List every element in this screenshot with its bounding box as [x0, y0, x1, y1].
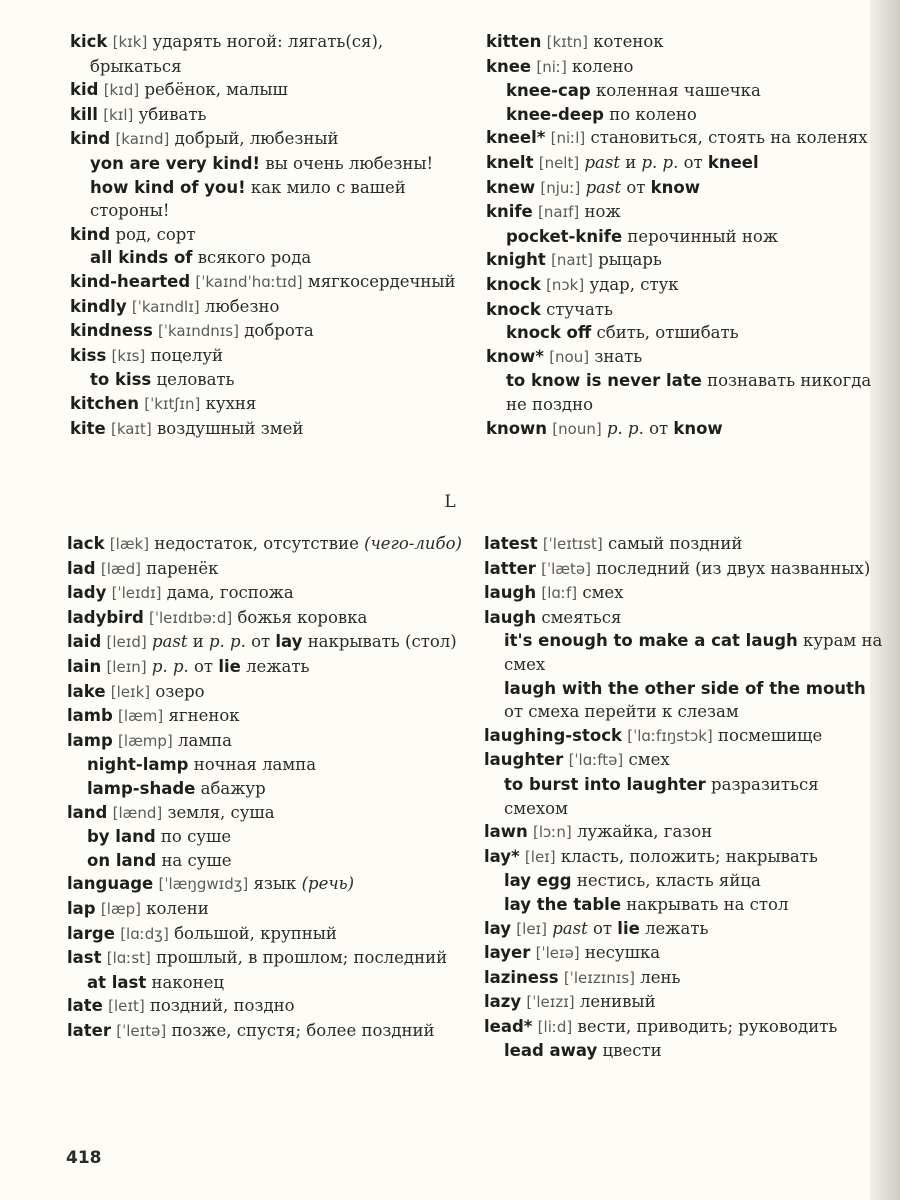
- definition: мягкосердечный: [307, 271, 456, 291]
- transcription: [ˈleɪzɪ]: [526, 993, 575, 1012]
- dictionary-entry: [484, 820, 884, 845]
- dictionary-entry: [70, 392, 470, 417]
- phrase: to burst into laughter: [504, 774, 706, 794]
- phrase-entry: [484, 869, 884, 893]
- definition: сбить, отшибать: [596, 323, 739, 343]
- usage-note: (чего-либо): [364, 534, 462, 553]
- dictionary-entry: [70, 319, 470, 344]
- headword: knee: [486, 56, 532, 76]
- phrase: knee-cap: [506, 81, 591, 101]
- phrase: lamp-shade: [87, 778, 196, 798]
- definition: как мило с вашей стороны!: [90, 177, 406, 221]
- definition: котенок: [593, 32, 664, 51]
- definition: стучать: [546, 299, 613, 319]
- phrase-entry: [70, 176, 470, 223]
- transcription: [ˈleɪzɪnɪs]: [563, 968, 636, 987]
- usage-note: (речь): [301, 874, 355, 894]
- dictionary-entry: [484, 606, 884, 630]
- dictionary-entry: [486, 151, 886, 176]
- dictionary-entry: [484, 966, 884, 991]
- transcription: [leɪk]: [110, 682, 151, 701]
- definition: смеяться: [541, 607, 622, 627]
- transcription: [liːd]: [537, 1017, 573, 1036]
- phrase: night-lamp: [87, 755, 189, 775]
- transcription: [læp]: [100, 899, 141, 918]
- phrase-entry: [484, 677, 884, 724]
- dictionary-entry: [67, 994, 470, 1019]
- transcription: [lɑːf]: [541, 584, 578, 603]
- definition: по колено: [609, 104, 697, 124]
- grammar-label: p. p.: [151, 656, 189, 676]
- headword: lake: [67, 681, 106, 701]
- phrase-entry: [70, 246, 470, 270]
- headword: kick: [70, 32, 108, 51]
- headword: lack: [67, 534, 105, 553]
- phrase-entry: [486, 369, 886, 416]
- definition: божья коровка: [237, 607, 368, 627]
- column-right-top: [486, 30, 886, 441]
- dictionary-entry: [70, 344, 470, 369]
- cross-reference: lay: [275, 632, 303, 652]
- column-right-bottom: [484, 532, 884, 1063]
- definition: от: [592, 918, 613, 938]
- definition: посмешище: [718, 725, 823, 745]
- definition: класть, положить; накрывать: [560, 846, 818, 866]
- headword: lazy: [484, 992, 522, 1012]
- definition: поцелуй: [150, 345, 224, 365]
- dictionary-entry: [484, 1015, 884, 1040]
- definition: прошлый, в прошлом; последний: [156, 948, 448, 968]
- definition: коленная чашечка: [595, 81, 761, 101]
- transcription: [kɪl]: [103, 105, 134, 124]
- definition: колени: [146, 898, 209, 918]
- dictionary-entry: [484, 724, 884, 749]
- transcription: [læd]: [100, 559, 141, 578]
- definition: смех: [582, 583, 624, 603]
- definition: целовать: [156, 370, 235, 390]
- definition: удар, стук: [589, 274, 679, 294]
- definition: разразиться смехом: [504, 774, 819, 818]
- definition: от: [649, 418, 669, 438]
- grammar-label: past: [151, 632, 188, 652]
- dictionary-entry: [67, 1019, 470, 1044]
- headword: knock: [486, 274, 541, 294]
- transcription: [leɪt]: [108, 997, 145, 1016]
- headword: knock: [486, 299, 541, 319]
- dictionary-entry: [484, 845, 884, 870]
- definition: нестись, класть яйца: [576, 871, 761, 891]
- dictionary-entry: [486, 30, 886, 55]
- dictionary-entry: [484, 748, 884, 773]
- definition: лень: [640, 967, 681, 987]
- dictionary-entry: [70, 30, 470, 78]
- definition: поздний, поздно: [149, 996, 295, 1016]
- phrase-entry: [484, 629, 884, 676]
- headword: kindly: [70, 296, 127, 316]
- transcription: [leɪ]: [524, 847, 556, 866]
- headword: language: [67, 874, 154, 894]
- headword: lay: [484, 918, 512, 938]
- dictionary-entry: [67, 729, 470, 754]
- headword: lawn: [484, 822, 528, 842]
- dictionary-entry: [70, 103, 470, 128]
- definition: от: [251, 632, 271, 652]
- definition: лужайка, газон: [576, 822, 713, 842]
- dictionary-entry: [67, 801, 470, 826]
- definition: паренёк: [146, 558, 219, 578]
- definition: вы очень любезны!: [265, 153, 434, 173]
- headword: kill: [70, 104, 98, 124]
- definition: убивать: [138, 104, 207, 124]
- phrase-entry: [67, 753, 470, 777]
- transcription: [lɑːdʒ]: [120, 924, 169, 943]
- definition: добрый, любезный: [174, 129, 339, 149]
- headword: kite: [70, 418, 106, 438]
- transcription: [noun]: [552, 419, 602, 438]
- headword: laid: [67, 632, 102, 652]
- headword: kid: [70, 80, 99, 100]
- headword: ladybird: [67, 607, 144, 627]
- transcription: [ˈkaɪndlɪ]: [131, 297, 200, 316]
- headword: laugh: [484, 583, 537, 603]
- transcription: [kɪd]: [103, 81, 140, 100]
- transcription: [kɪtn]: [546, 33, 588, 51]
- dictionary-entry: [67, 557, 470, 582]
- phrase: lead away: [504, 1041, 598, 1061]
- definition: ленивый: [579, 992, 656, 1012]
- phrase: to know is never late: [506, 371, 702, 391]
- dictionary-entry: [486, 200, 886, 225]
- definition: и: [625, 152, 637, 172]
- dictionary-entry: [486, 345, 886, 370]
- transcription: [kaɪnd]: [115, 130, 170, 149]
- transcription: [leɪn]: [106, 657, 147, 676]
- headword: lap: [67, 898, 96, 918]
- headword: known: [486, 418, 548, 438]
- definition: кухня: [205, 393, 257, 413]
- definition: перочинный нож: [627, 226, 779, 246]
- phrase-entry: [486, 225, 886, 249]
- column-left-top: [70, 30, 470, 441]
- transcription: [læk]: [109, 535, 150, 553]
- dictionary-entry: [70, 127, 470, 152]
- definition: род, сорт: [115, 224, 196, 244]
- headword: kneel*: [486, 128, 546, 148]
- grammar-label: p. p.: [208, 632, 246, 652]
- headword: know*: [486, 346, 544, 366]
- letter-heading: L: [444, 492, 456, 512]
- headword: laughing-stock: [484, 725, 622, 745]
- dictionary-entry: [67, 606, 470, 631]
- dictionary-entry: [486, 273, 886, 298]
- headword: kitchen: [70, 393, 139, 413]
- definition: от: [683, 152, 703, 172]
- phrase: yon are very kind!: [90, 153, 261, 173]
- definition: от: [194, 656, 214, 676]
- dictionary-entry: [67, 922, 470, 947]
- definition: познавать никогда не поздно: [506, 371, 872, 414]
- definition: цвести: [602, 1041, 662, 1061]
- transcription: [ˈlætə]: [541, 559, 591, 578]
- phrase-entry: [484, 1039, 884, 1063]
- headword: last: [67, 948, 102, 968]
- grammar-label: p. p.: [641, 152, 679, 172]
- transcription: [leɪ]: [516, 919, 547, 938]
- headword: lay*: [484, 846, 520, 866]
- headword: lady: [67, 583, 107, 603]
- dictionary-entry: [67, 532, 470, 557]
- phrase-entry: [486, 321, 886, 345]
- definition: курам на смех: [504, 631, 883, 674]
- headword: latter: [484, 558, 536, 578]
- cross-reference: know: [650, 177, 700, 197]
- grammar-label: p. p.: [606, 418, 644, 438]
- phrase: all kinds of: [90, 248, 193, 268]
- phrase: by land: [87, 827, 156, 847]
- phrase-entry: [484, 773, 884, 820]
- headword: knew: [486, 177, 536, 197]
- page-number: 418: [66, 1148, 102, 1168]
- phrase-entry: [484, 893, 884, 917]
- dictionary-entry: [67, 872, 470, 897]
- headword: knife: [486, 202, 533, 222]
- dictionary-entry: [486, 55, 886, 80]
- headword: kiss: [70, 345, 107, 365]
- transcription: [lɑːst]: [106, 949, 151, 968]
- cross-reference: lie: [218, 656, 241, 676]
- dictionary-entry: [486, 176, 886, 201]
- dictionary-entry: [486, 126, 886, 151]
- headword: lain: [67, 656, 102, 676]
- definition: ребёнок, малыш: [144, 80, 288, 100]
- headword: late: [67, 996, 103, 1016]
- definition: становиться, стоять на коленях: [590, 128, 868, 148]
- headword: land: [67, 802, 108, 822]
- transcription: [ˈleɪdɪ]: [111, 584, 162, 603]
- definition: лежать: [246, 656, 310, 676]
- phrase: to kiss: [90, 370, 152, 390]
- transcription: [ˈlɑːftə]: [568, 751, 624, 770]
- definition: ночная лампа: [193, 755, 317, 775]
- cross-reference: know: [673, 418, 723, 438]
- dictionary-entry: [70, 295, 470, 320]
- phrase-entry: [67, 777, 470, 801]
- definition: знать: [594, 346, 643, 366]
- headword: kind-hearted: [70, 271, 191, 291]
- definition: накрывать (стол): [307, 632, 457, 652]
- definition: всякого рода: [197, 248, 312, 268]
- dictionary-entry: [70, 78, 470, 103]
- headword: layer: [484, 943, 531, 963]
- definition: ягненок: [168, 706, 240, 726]
- headword: laugh: [484, 607, 537, 627]
- transcription: [lɔːn]: [533, 823, 572, 842]
- dictionary-entry: [67, 655, 470, 680]
- dictionary-entry: [67, 581, 470, 606]
- definition: дама, госпожа: [166, 583, 294, 603]
- dictionary-entry: [484, 917, 884, 942]
- headword: latest: [484, 534, 538, 553]
- column-left-bottom: [67, 532, 470, 1043]
- dictionary-entry: [484, 941, 884, 966]
- transcription: [nɔk]: [546, 275, 585, 294]
- definition: язык: [253, 874, 297, 894]
- dictionary-entry: [70, 417, 470, 442]
- cross-reference: lie: [617, 918, 640, 938]
- headword: kitten: [486, 32, 542, 51]
- transcription: [læmp]: [118, 731, 173, 750]
- definition: несушка: [584, 943, 661, 963]
- dictionary-entry: [67, 680, 470, 705]
- headword: lad: [67, 558, 96, 578]
- definition: позже, спустя; более поздний: [171, 1020, 435, 1040]
- dictionary-entry: [486, 417, 886, 442]
- transcription: [kaɪt]: [110, 419, 152, 438]
- transcription: [lænd]: [112, 803, 163, 822]
- definition: вести, приводить; руководить: [577, 1016, 838, 1036]
- grammar-label: past: [552, 918, 588, 938]
- transcription: [ˈleɪtɪst]: [542, 535, 603, 553]
- transcription: [ˈkaɪndˈhɑːtɪd]: [195, 272, 303, 291]
- transcription: [nelt]: [538, 153, 580, 172]
- transcription: [ˈleɪdɪbəːd]: [149, 608, 233, 627]
- definition: недостаток, отсутствие: [154, 534, 359, 553]
- transcription: [niː]: [536, 57, 567, 76]
- transcription: [niːl]: [550, 129, 586, 148]
- phrase: pocket-knife: [506, 226, 623, 246]
- dictionary-entry: [67, 946, 470, 971]
- transcription: [njuː]: [540, 178, 581, 197]
- headword: lead*: [484, 1016, 533, 1036]
- definition: от: [626, 177, 646, 197]
- phrase: at last: [87, 972, 147, 992]
- definition: колено: [572, 56, 634, 76]
- grammar-label: past: [585, 177, 622, 197]
- headword: later: [67, 1020, 112, 1040]
- phrase-entry: [70, 368, 470, 392]
- phrase-entry: [67, 825, 470, 849]
- headword: lamp: [67, 730, 113, 750]
- definition: ударять ногой: лягать(ся), брыкаться: [90, 32, 384, 76]
- transcription: [kɪk]: [112, 33, 148, 51]
- cross-reference: kneel: [707, 152, 759, 172]
- phrase-entry: [486, 103, 886, 127]
- definition: рыцарь: [598, 250, 662, 270]
- phrase-entry: [70, 152, 470, 176]
- transcription: [ˈleɪə]: [535, 944, 580, 963]
- definition: лампа: [178, 730, 233, 750]
- transcription: [ˈkɪtʃɪn]: [144, 394, 201, 413]
- definition: смех: [628, 750, 670, 770]
- headword: knelt: [486, 152, 534, 172]
- headword: kindness: [70, 321, 153, 341]
- transcription: [naɪf]: [538, 203, 580, 222]
- definition: наконец: [151, 972, 224, 992]
- transcription: [leɪd]: [106, 633, 147, 652]
- transcription: [nou]: [549, 347, 590, 366]
- definition: по суше: [160, 827, 232, 847]
- phrase-entry: [67, 849, 470, 873]
- dictionary-entry: [484, 557, 884, 582]
- definition: абажур: [200, 778, 266, 798]
- definition: нож: [584, 202, 621, 222]
- headword: laziness: [484, 967, 559, 987]
- transcription: [ˈlɑːfɪŋstɔk]: [627, 726, 713, 745]
- dictionary-entry: [70, 270, 470, 295]
- dictionary-entry: [484, 532, 884, 557]
- transcription: [læm]: [118, 707, 164, 726]
- headword: lamb: [67, 706, 113, 726]
- definition: накрывать на стол: [626, 894, 789, 914]
- definition: последний (из двух названных): [596, 558, 871, 578]
- dictionary-entry: [67, 897, 470, 922]
- definition: любезно: [204, 296, 280, 316]
- transcription: [naɪt]: [551, 251, 593, 270]
- phrase: laugh with the other side of the mouth: [504, 678, 866, 698]
- headword: large: [67, 923, 115, 943]
- dictionary-entry: [486, 298, 886, 322]
- phrase: how kind of you!: [90, 177, 246, 197]
- transcription: [ˈlæŋgwɪdʒ]: [158, 875, 249, 894]
- definition: большой, крупный: [174, 923, 337, 943]
- phrase: knee-deep: [506, 104, 604, 124]
- dictionary-entry: [70, 223, 470, 247]
- dictionary-entry: [67, 630, 470, 655]
- grammar-label: past: [584, 152, 620, 172]
- transcription: [kɪs]: [111, 346, 146, 365]
- definition: воздушный змей: [157, 418, 304, 438]
- definition: озеро: [155, 681, 205, 701]
- transcription: [ˈkaɪndnɪs]: [158, 322, 239, 341]
- definition: на суше: [161, 850, 232, 870]
- phrase: it's enough to make a cat laugh: [504, 631, 798, 651]
- dictionary-entry: [67, 704, 470, 729]
- phrase-entry: [486, 79, 886, 103]
- phrase-entry: [67, 971, 470, 995]
- headword: kind: [70, 224, 111, 244]
- headword: laughter: [484, 750, 564, 770]
- phrase: lay the table: [504, 894, 622, 914]
- definition: лежать: [645, 918, 709, 938]
- headword: kind: [70, 129, 111, 149]
- definition: доброта: [244, 321, 314, 341]
- dictionary-entry: [484, 990, 884, 1015]
- phrase: knock off: [506, 323, 592, 343]
- headword: knight: [486, 250, 546, 270]
- definition: самый поздний: [608, 534, 743, 553]
- phrase: lay egg: [504, 871, 572, 891]
- definition: от смеха перейти к слезам: [504, 702, 739, 722]
- definition: и: [192, 632, 204, 652]
- dictionary-entry: [484, 581, 884, 606]
- dictionary-entry: [486, 248, 886, 273]
- definition: земля, суша: [167, 802, 275, 822]
- phrase: on land: [87, 850, 157, 870]
- transcription: [ˈleɪtə]: [116, 1021, 167, 1040]
